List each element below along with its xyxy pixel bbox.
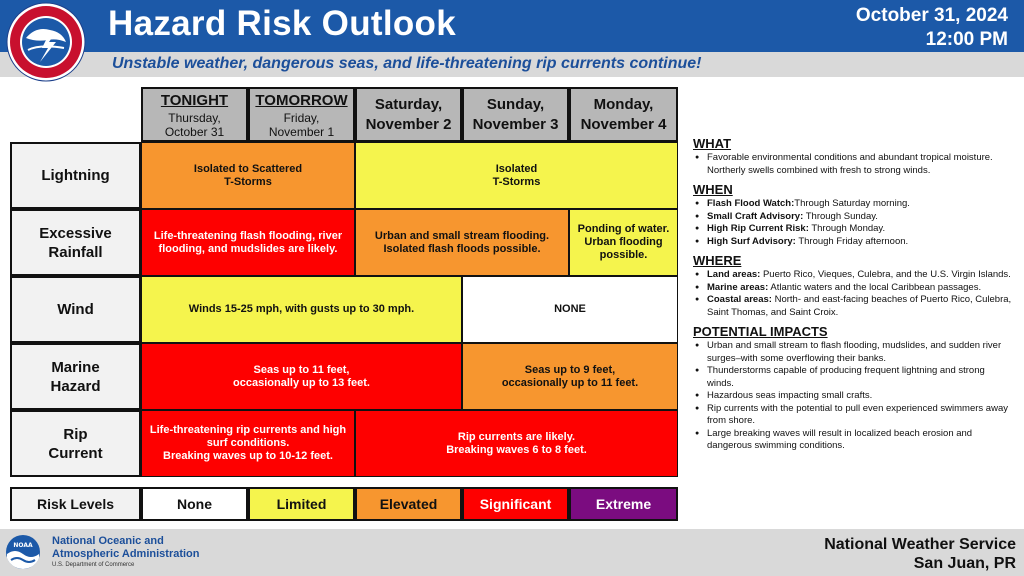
legend-item-text: None — [177, 496, 212, 512]
row-label: Marine — [51, 358, 100, 376]
row-label: Hazard — [50, 377, 101, 395]
cell-text: Life-threatening flash flooding, river — [153, 229, 343, 242]
row-label: Current — [48, 444, 103, 462]
column-title: Monday, — [593, 95, 654, 113]
legend-item-text: Extreme — [595, 496, 652, 512]
legend-extreme — [569, 487, 678, 521]
cell-rainfall-saturday-sunday — [355, 209, 569, 276]
cell-text: Winds 15-25 mph, with gusts up to 30 mph. — [188, 303, 415, 315]
column-subtitle: November 4 — [580, 115, 667, 133]
noaa-department: U.S. Department of Commerce — [52, 562, 135, 568]
column-subtitle: Thursday, — [168, 110, 221, 125]
what-heading: WHAT — [693, 136, 732, 151]
issue-time: 12:00 PM — [925, 29, 1008, 50]
column-header-tomorrow — [248, 87, 355, 142]
office-line: San Juan, PR — [913, 555, 1016, 572]
cell-lightning-saturday-monday — [355, 142, 678, 209]
row-label: Lightning — [41, 167, 110, 184]
info-panel — [693, 131, 1013, 457]
impacts-heading: POTENTIAL IMPACTS — [693, 324, 828, 339]
legend-label-text: Risk Levels — [36, 495, 115, 512]
column-subtitle: November 3 — [472, 115, 559, 133]
column-subtitle: November 1 — [268, 124, 335, 139]
list-item — [693, 236, 1013, 249]
noaa-name — [52, 535, 200, 561]
row-label: Rainfall — [48, 243, 103, 261]
list-item — [693, 223, 1013, 236]
item-label: Small Craft Advisory: — [707, 210, 804, 222]
legend-elevated — [355, 487, 462, 521]
cell-text: T-Storms — [492, 175, 541, 188]
item-text: Atlantic waters and the local Caribbean passages. — [768, 281, 982, 293]
item-label: Coastal areas: — [707, 294, 772, 305]
office-name — [824, 535, 1016, 573]
row-label: Wind — [57, 301, 94, 318]
column-title: TOMORROW — [255, 91, 348, 109]
when-list — [693, 198, 1013, 248]
nws-logo-icon — [6, 2, 86, 82]
when-heading: WHEN — [693, 182, 733, 197]
where-heading: WHERE — [693, 253, 742, 268]
noaa-line: National Oceanic and — [52, 535, 164, 547]
list-item — [693, 211, 1013, 224]
cell-text: T-Storms — [224, 175, 272, 188]
cell-text: Isolated to Scattered — [193, 162, 303, 175]
column-subtitle: November 2 — [365, 115, 452, 133]
column-title: TONIGHT — [160, 91, 229, 109]
row-label: Rip — [63, 425, 88, 443]
cell-text: NONE — [554, 303, 586, 315]
item-text: North- and east-facing beaches of Puerto Rico, Culebra, Saint Thomas, and Saint Croix. — [707, 294, 1012, 318]
cell-text: flooding, and mudslides are likely. — [158, 242, 338, 255]
column-header-tonight — [141, 87, 248, 142]
row-label: Excessive — [39, 224, 112, 242]
list-item — [693, 294, 1013, 319]
cell-rainfall-tonight-tomorrow — [141, 209, 355, 276]
column-header-monday — [569, 87, 678, 142]
list-item — [693, 282, 1013, 295]
cell-text: Urban and small stream flooding. — [374, 229, 550, 242]
cell-wind-tonight-saturday — [141, 276, 462, 343]
what-list — [693, 152, 1013, 177]
column-title: Saturday, — [374, 95, 443, 113]
cell-text: possible. — [599, 249, 648, 261]
item-label: High Surf Advisory: — [707, 235, 796, 247]
page-title: Hazard Risk Outlook — [108, 4, 456, 43]
legend-item-text: Limited — [276, 496, 327, 512]
where-list — [693, 269, 1013, 319]
item-text: Puerto Rico, Vieques, Culebra, and the U.S. Virgin Islands. — [760, 269, 1011, 280]
list-item: ● Thunderstorms capable of producing frequent lightning and strong winds. — [693, 365, 1013, 390]
cell-marine-tonight-saturday — [141, 343, 462, 410]
column-subtitle: October 31 — [164, 124, 225, 139]
svg-text:NOAA: NOAA — [13, 542, 33, 549]
list-item: ● Urban and small stream to flash flooding, mudslides, and sudden river surges–with some overflowing their banks. — [693, 340, 1013, 365]
cell-lightning-tonight-tomorrow — [141, 142, 355, 209]
page-subtitle: Unstable weather, dangerous seas, and life-threatening rip currents continue! — [112, 55, 702, 72]
cell-text: Urban flooding — [584, 236, 663, 248]
issue-date: October 31, 2024 — [855, 5, 1008, 26]
office-line: National Weather Service — [824, 536, 1016, 553]
row-header-lightning — [10, 142, 141, 209]
row-header-marine — [10, 343, 141, 410]
issue-datetime — [856, 4, 1008, 52]
cell-wind-sunday-monday — [462, 276, 678, 343]
cell-text: occasionally up to 11 feet. — [501, 376, 639, 389]
row-header-wind — [10, 276, 141, 343]
cell-marine-sunday-monday — [462, 343, 678, 410]
impacts-list — [693, 340, 1013, 453]
list-item: ● Favorable environmental conditions and abundant tropical moisture. Northerly swells combined with fresh to strong winds. — [693, 152, 1013, 177]
legend-none — [141, 487, 248, 521]
column-header-saturday — [355, 87, 462, 142]
cell-text: Breaking waves up to 10-12 feet. — [163, 450, 333, 462]
cell-text: Seas up to 11 feet, — [253, 363, 350, 376]
cell-text: Seas up to 9 feet, — [524, 363, 616, 376]
legend-label — [10, 487, 141, 521]
legend-item-text: Significant — [479, 496, 552, 512]
cell-text: occasionally up to 13 feet. — [233, 376, 370, 389]
row-header-rainfall — [10, 209, 141, 276]
column-subtitle: Friday, — [283, 110, 320, 125]
cell-rip-tonight — [141, 410, 355, 477]
item-label: High Rip Current Risk: — [707, 223, 809, 234]
list-item: ● Rip currents with the potential to pull even experienced swimmers away from shore. — [693, 403, 1013, 428]
item-text: Through Sunday. — [803, 210, 878, 222]
item-label: Land areas: — [707, 269, 761, 280]
column-title: Sunday, — [486, 95, 545, 113]
noaa-line: Atmospheric Administration — [52, 548, 200, 560]
item-text: Through Friday afternoon. — [795, 235, 909, 247]
cell-rainfall-monday — [569, 209, 678, 276]
list-item — [693, 269, 1013, 282]
cell-text: Breaking waves 6 to 8 feet. — [446, 443, 587, 456]
cell-text: surf conditions. — [206, 437, 290, 449]
item-label: Flash Flood Watch: — [707, 198, 795, 209]
row-header-rip-current — [10, 410, 141, 477]
list-item: ● Hazardous seas impacting small crafts. — [693, 390, 1013, 403]
cell-rip-tomorrow-monday — [355, 410, 678, 477]
cell-text: Isolated flash floods possible. — [383, 242, 541, 255]
list-item: ● Large breaking waves will result in localized beach erosion and dangerous swimming conditions. — [693, 428, 1013, 453]
cell-text: Life-threatening rip currents and high — [149, 424, 347, 436]
cell-text: Isolated — [495, 162, 538, 175]
item-text: Through Saturday morning. — [794, 198, 910, 209]
legend-limited — [248, 487, 355, 521]
cell-text: Ponding of water. — [577, 223, 670, 235]
item-text: Through Monday. — [808, 223, 886, 234]
column-header-sunday — [462, 87, 569, 142]
noaa-logo-icon — [5, 534, 41, 570]
legend-item-text: Elevated — [379, 496, 438, 512]
item-label: Marine areas: — [707, 281, 769, 293]
cell-text: Rip currents are likely. — [457, 430, 576, 443]
list-item — [693, 198, 1013, 211]
legend-significant — [462, 487, 569, 521]
